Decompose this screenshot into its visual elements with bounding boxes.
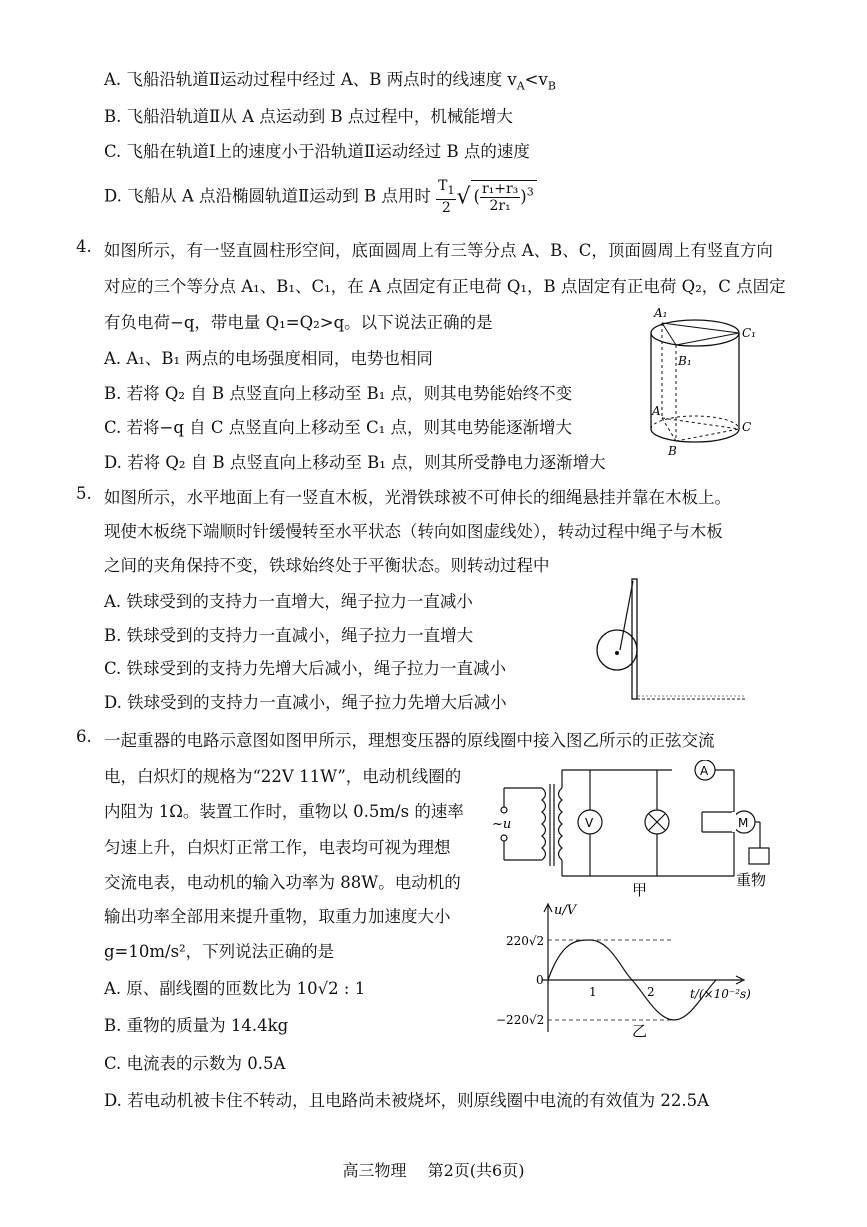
q6-voltage-graph: [492, 900, 782, 1040]
q6-stem-line6: 输出功率全部用来提升重物，取重力加速度大小: [104, 907, 451, 926]
q6-option-a: A. 原、副线圈的匝数比为 10√2 : 1: [104, 979, 366, 998]
label-c: C: [742, 420, 752, 434]
q5-option-a: A. 铁球受到的支持力一直增大，绳子拉力一直减小: [104, 592, 473, 611]
source-label: ~u: [492, 817, 512, 832]
cylinder-top: [651, 320, 739, 346]
q5-stem-line2: 现使木板绕下端顺时针缓慢转至水平状态（转向如图虚线处），转动过程中绳子与木板: [104, 522, 723, 541]
q5-number: 5.: [76, 484, 92, 503]
q4-option-b: B. 若将 Q₂ 自 B 点竖直向上移动至 B₁ 点，则其电势能始终不变: [104, 384, 573, 403]
y-axis-label: u/V: [554, 903, 577, 918]
q4-option-a: A. A₁、B₁ 两点的电场强度相同，电势也相同: [104, 349, 433, 368]
rope: [620, 581, 633, 650]
q4-cylinder-figure: [640, 305, 760, 465]
voltmeter-label: V: [585, 816, 594, 830]
q5-stem-line3: 之间的夹角保持不变，铁球始终处于平衡状态。则转动过程中: [104, 556, 550, 575]
q6-stem-line2: 电，白炽灯的规格为“22V 11W”，电动机线圈的: [104, 767, 462, 786]
q3-option-c: C. 飞船在轨道Ⅰ上的速度小于沿轨道Ⅱ运动经过 B 点的速度: [104, 142, 530, 161]
q4-stem-line3: 有负电荷−q，带电量 Q₁=Q₂>q。以下说法正确的是: [104, 313, 493, 332]
y-max-label: 220√2: [506, 934, 545, 948]
weight-label: 重物: [736, 871, 767, 889]
q4-stem-line2: 对应的三个等分点 A₁、B₁、C₁，在 A 点固定有正电荷 Q₁，B 点固定有正电荷 Q₂，C 点固定: [104, 277, 786, 296]
iron-ball: [597, 630, 637, 670]
q6-stem-line1: 一起重器的电路示意图如图甲所示，理想变压器的原线圈中接入图乙所示的正弦交流: [104, 731, 715, 750]
sqrt-sign: √: [456, 184, 471, 210]
q5-option-d: D. 铁球受到的支持力一直减小，绳子拉力先增大后减小: [104, 693, 507, 712]
x-tick-1: 1: [589, 985, 597, 999]
q3-d-sqrt-body: ( $\frac{\text{r₁+r₃}}{\text{2r₁}}$ )$^3$: [471, 180, 537, 214]
q5-stem-line1: 如图所示，水平地面上有一竖直木板，光滑铁球被不可伸长的细绳悬挂并靠在木板上。: [104, 488, 731, 507]
q5-option-b: B. 铁球受到的支持力一直减小，绳子拉力一直增大: [104, 626, 474, 645]
label-a: A: [652, 404, 661, 418]
q6-option-d: D. 若电动机被卡住不转动，且电路尚未被烧坏，则原线圈中电流的有效值为 22.5A: [104, 1091, 710, 1110]
label-a1: A₁: [654, 306, 668, 320]
q6-option-b: B. 重物的质量为 14.4kg: [104, 1016, 289, 1035]
q6-circuit-figure: [492, 760, 782, 900]
label-c1: C₁: [742, 326, 756, 340]
q3-option-b: B. 飞船沿轨道Ⅱ从 A 点运动到 B 点过程中，机械能增大: [104, 107, 513, 126]
q4-stem-line1: 如图所示，有一竖直圆柱形空间，底面圆周上有三等分点 A、B、C，顶面圆周上有竖直方向: [104, 241, 773, 260]
q5-board-figure: [590, 575, 750, 715]
label-b1: B₁: [678, 354, 692, 368]
q6-stem-line4: 匀速上升，白炽灯正常工作，电表均可视为理想: [104, 838, 451, 857]
label-b: B: [668, 444, 677, 458]
q3-d-time-fraction: $\frac{T_1}{2}$: [438, 178, 455, 216]
x-axis-label: t/(×10⁻²s): [690, 987, 751, 1001]
x-tick-2: 2: [647, 985, 655, 999]
ammeter-label: A: [700, 764, 709, 778]
q4-option-d: D. 若将 Q₂ 自 B 点竖直向上移动至 B₁ 点，则其所受静电力逐渐增大: [104, 453, 606, 472]
q4-option-c: C. 若将−q 自 C 点竖直向上移动至 C₁ 点，则其电势能逐渐增大: [104, 418, 573, 437]
q3-option-a: A. 飞船沿轨道Ⅱ运动过程中经过 A、B 两点时的线速度 $v_A<v_B$: [104, 70, 556, 93]
q6-stem-line7: g=10m/s²，下列说法正确的是: [104, 942, 335, 961]
page-footer: 高三物理 第2页(共6页): [342, 1161, 525, 1180]
q3-option-d: D. 飞船从 A 点沿椭圆轨道Ⅱ运动到 B 点用时 $\frac{T_1}{2}$ √ ( $\frac{\text{r₁+r₃}}{\text{2r₁}}$ )$^3$: [104, 178, 537, 216]
q6-stem-line3: 内阻为 1Ω。装置工作时，重物以 0.5m/s 的速率: [104, 802, 464, 821]
motor-label: M: [738, 816, 749, 830]
q6-option-c: C. 电流表的示数为 0.5A: [104, 1054, 286, 1073]
q6-stem-line5: 交流电表，电动机的输入功率为 88W。电动机的: [104, 873, 461, 892]
y-min-label: −220√2: [496, 1013, 545, 1027]
q5-option-c: C. 铁球受到的支持力先增大后减小，绳子拉力一直减小: [104, 659, 507, 678]
origin-label: 0: [536, 973, 544, 987]
caption-jia: 甲: [632, 881, 648, 899]
q6-number: 6.: [76, 727, 92, 746]
caption-yi: 乙: [632, 1022, 648, 1040]
q4-number: 4.: [76, 237, 92, 256]
wooden-board: [632, 579, 637, 699]
